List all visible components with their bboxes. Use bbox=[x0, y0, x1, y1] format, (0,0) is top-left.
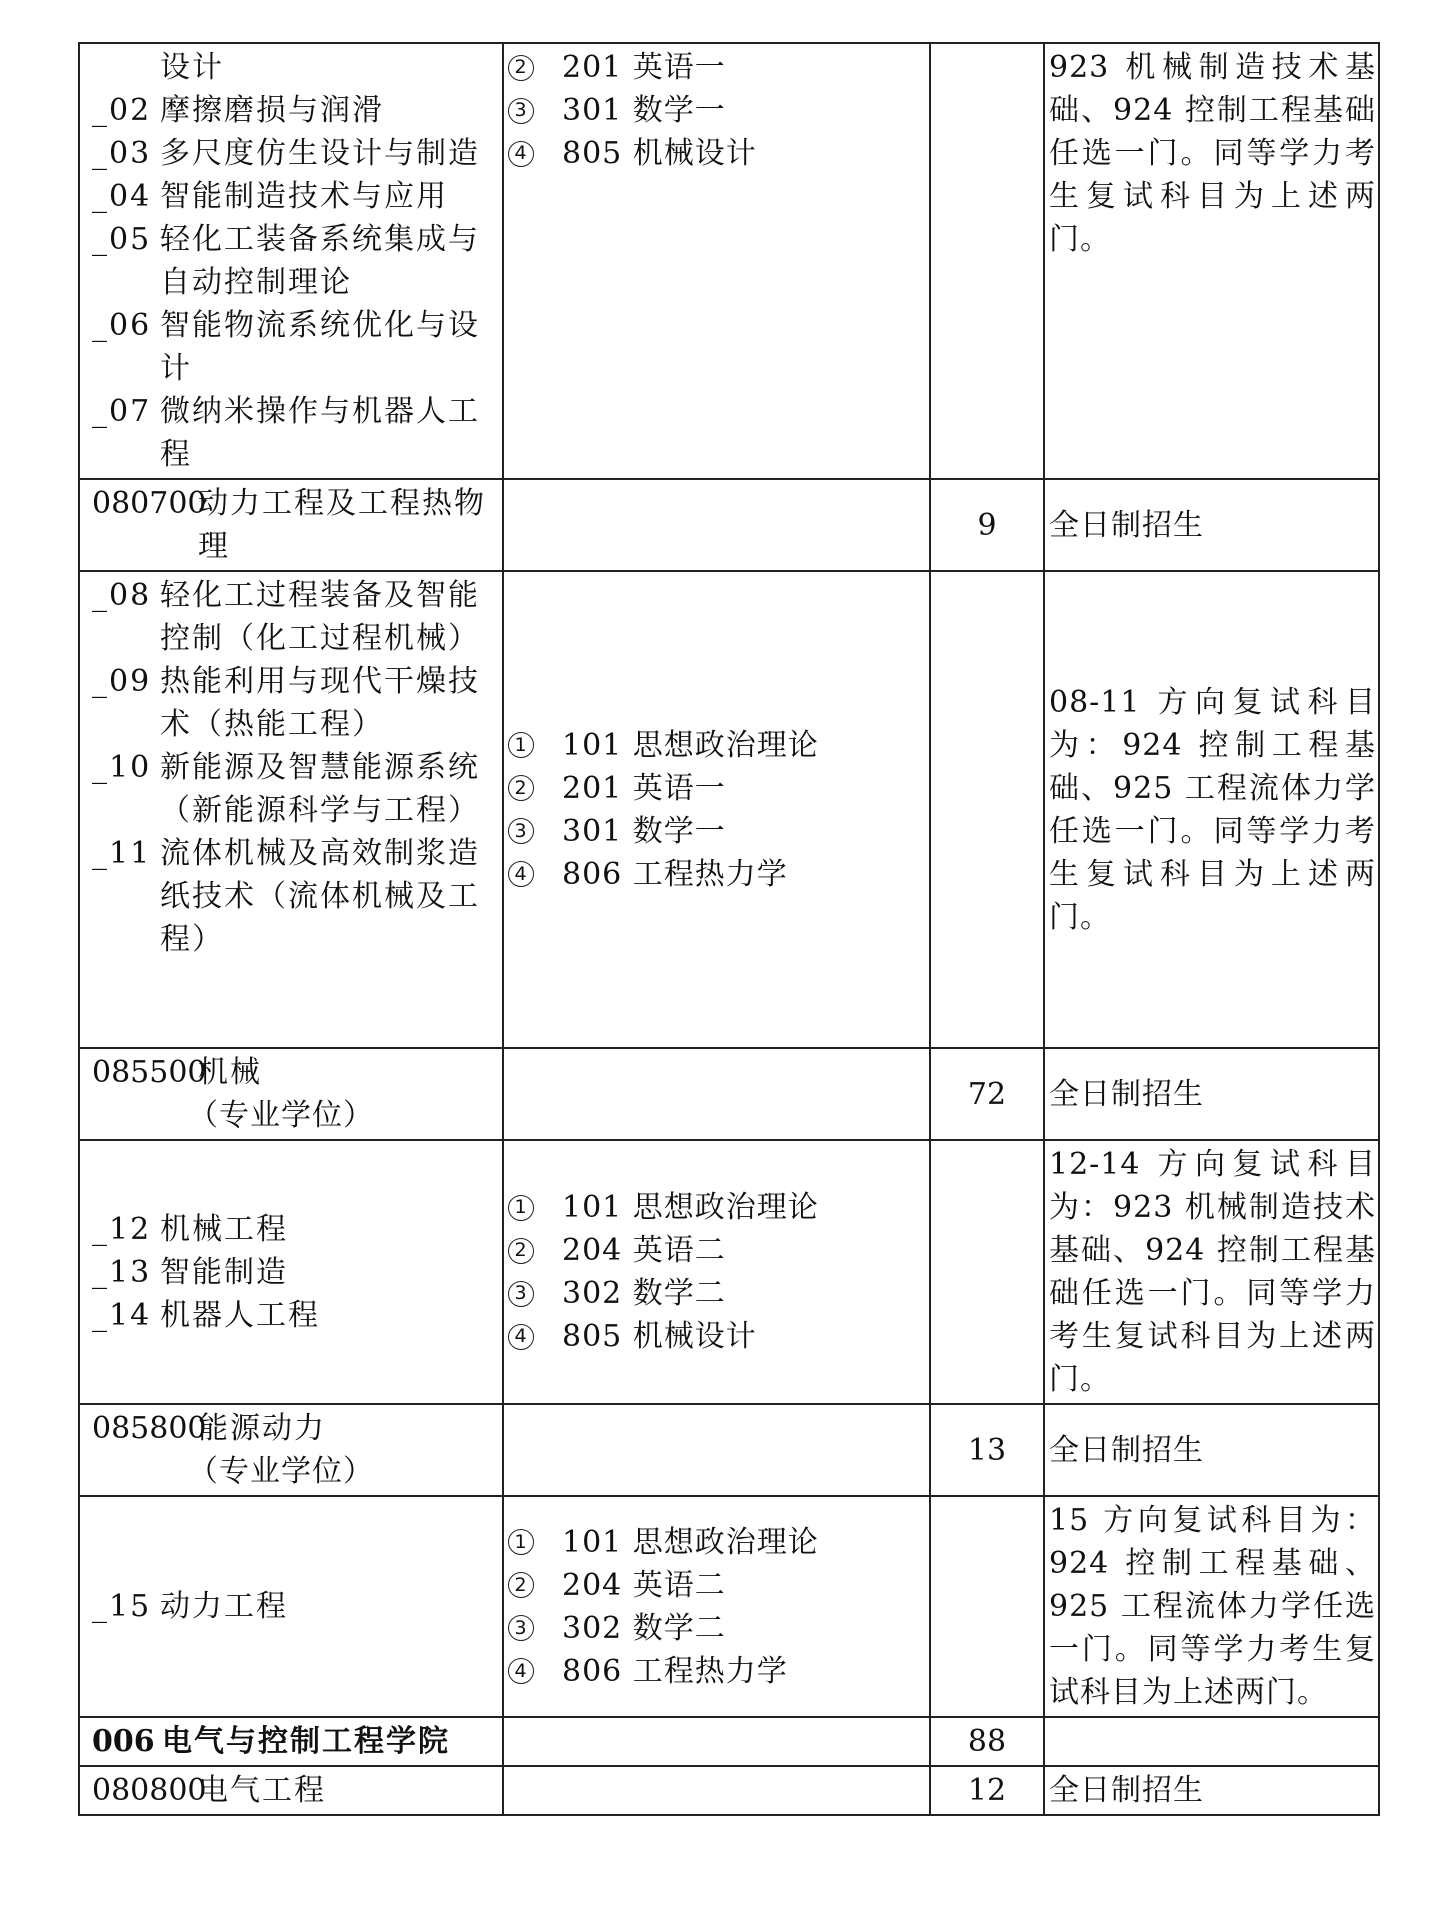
circled-number: 2 bbox=[508, 55, 534, 81]
direction-code: _14 bbox=[92, 1297, 152, 1333]
subject-item bbox=[508, 1229, 923, 1272]
direction-item bbox=[92, 175, 496, 218]
subject-text: 204 英语二 bbox=[562, 1233, 726, 1268]
empty-cell bbox=[930, 1140, 1044, 1404]
direction-name: 智能物流系统优化与设计 bbox=[160, 308, 480, 386]
remarks-cell: 全日制招生 bbox=[1044, 1766, 1379, 1815]
direction-code: _08 bbox=[92, 578, 152, 613]
direction-code: _05 bbox=[92, 222, 152, 257]
remarks-cell: 全日制招生 bbox=[1044, 479, 1379, 571]
circled-number: 2 bbox=[508, 1572, 534, 1598]
major-cell bbox=[79, 1766, 503, 1815]
table-row bbox=[79, 1496, 1379, 1717]
exam-subjects-cell bbox=[503, 1496, 930, 1717]
direction-name: 设计 bbox=[160, 50, 224, 85]
exam-subjects-cell bbox=[503, 1140, 930, 1404]
empty-cell bbox=[503, 1404, 930, 1496]
subject-item bbox=[508, 1521, 923, 1564]
table-row bbox=[79, 571, 1379, 1048]
direction-code: _04 bbox=[92, 179, 152, 214]
direction-item bbox=[92, 832, 496, 961]
direction-item bbox=[92, 218, 496, 304]
subject-item bbox=[508, 1186, 923, 1229]
subject-item bbox=[508, 1607, 923, 1650]
directions-cell bbox=[79, 571, 503, 1048]
direction-item bbox=[92, 746, 496, 832]
major-code: 080800 bbox=[92, 1773, 207, 1808]
direction-name: 机械工程 bbox=[160, 1211, 288, 1247]
direction-item bbox=[92, 574, 496, 660]
circled-number: 4 bbox=[508, 141, 534, 167]
direction-name: 流体机械及高效制浆造纸技术（流体机械及工程） bbox=[160, 836, 480, 957]
direction-code: _09 bbox=[92, 664, 152, 699]
directions-cell bbox=[79, 43, 503, 479]
subject-text: 201 英语一 bbox=[562, 50, 726, 85]
major-code: 085500 bbox=[92, 1055, 207, 1090]
subject-item bbox=[508, 767, 923, 810]
circled-number: 2 bbox=[508, 775, 534, 801]
direction-item bbox=[92, 304, 496, 390]
enrollment-count: 72 bbox=[930, 1048, 1044, 1140]
direction-code: _11 bbox=[92, 836, 152, 871]
major-code: 080700 bbox=[92, 486, 207, 521]
major-item bbox=[92, 1407, 496, 1450]
subject-text: 101 思想政治理论 bbox=[562, 1524, 819, 1560]
subject-item bbox=[508, 132, 923, 175]
remarks-cell: 15 方向复试科目为：924 控制工程基础、925 工程流体力学任选一门。同等学力考生复试科目为上述两门。 bbox=[1044, 1496, 1379, 1717]
circled-number: 4 bbox=[508, 1658, 534, 1684]
subject-text: 301 数学一 bbox=[562, 93, 726, 128]
degree-type: （专业学位） bbox=[188, 1454, 374, 1489]
subject-item bbox=[508, 1564, 923, 1607]
direction-name: 动力工程 bbox=[160, 1589, 288, 1624]
subject-item bbox=[508, 89, 923, 132]
direction-item bbox=[92, 1208, 496, 1251]
subject-item bbox=[508, 1315, 923, 1358]
direction-item bbox=[92, 132, 496, 175]
direction-code: _06 bbox=[92, 308, 152, 343]
circled-number: 3 bbox=[508, 818, 534, 844]
circled-number: 4 bbox=[508, 1324, 534, 1350]
remarks-cell: 全日制招生 bbox=[1044, 1048, 1379, 1140]
major-cell bbox=[79, 479, 503, 571]
empty-cell bbox=[503, 1048, 930, 1140]
direction-code: _07 bbox=[92, 394, 152, 429]
empty-cell bbox=[930, 571, 1044, 1048]
circled-number: 1 bbox=[508, 1529, 534, 1555]
direction-item bbox=[92, 1294, 496, 1337]
circled-number: 4 bbox=[508, 861, 534, 887]
empty-cell bbox=[503, 1766, 930, 1815]
school-item bbox=[92, 1720, 496, 1763]
empty-cell bbox=[503, 479, 930, 571]
exam-subjects-cell bbox=[503, 43, 930, 479]
table-row bbox=[79, 1766, 1379, 1815]
major-name: 电气工程 bbox=[198, 1773, 326, 1808]
major-code: 085800 bbox=[92, 1411, 207, 1446]
subject-item bbox=[508, 1272, 923, 1315]
table-row bbox=[79, 43, 1379, 479]
major-name: 能源动力 bbox=[198, 1411, 326, 1446]
direction-name: 多尺度仿生设计与制造 bbox=[160, 136, 480, 171]
subject-text: 101 思想政治理论 bbox=[562, 1190, 819, 1225]
circled-number: 2 bbox=[508, 1238, 534, 1264]
school-cell bbox=[79, 1717, 503, 1766]
direction-code: _03 bbox=[92, 136, 152, 171]
subject-text: 201 英语一 bbox=[562, 770, 726, 806]
direction-item bbox=[92, 390, 496, 476]
circled-number: 3 bbox=[508, 1281, 534, 1307]
direction-name: 热能利用与现代干燥技术（热能工程） bbox=[160, 664, 480, 742]
direction-name: 摩擦磨损与润滑 bbox=[160, 93, 384, 128]
circled-number: 3 bbox=[508, 98, 534, 124]
direction-name: 轻化工过程装备及智能控制（化工过程机械） bbox=[160, 578, 480, 656]
exam-subjects-cell bbox=[503, 571, 930, 1048]
empty-cell bbox=[930, 1496, 1044, 1717]
direction-item bbox=[92, 660, 496, 746]
empty-cell bbox=[503, 1717, 930, 1766]
school-code: 006 bbox=[92, 1724, 155, 1759]
remarks-cell: 08-11 方向复试科目为：924 控制工程基础、925 工程流体力学任选一门。同等学力考生复试科目为上述两门。 bbox=[1044, 571, 1379, 1048]
subject-text: 101 思想政治理论 bbox=[562, 727, 819, 763]
school-name: 电气与控制工程学院 bbox=[162, 1724, 450, 1759]
subject-text: 301 数学一 bbox=[562, 813, 726, 849]
subject-item bbox=[508, 853, 923, 896]
remarks-cell: 923 机械制造技术基础、924 控制工程基础任选一门。同等学力考生复试科目为上述两门。 bbox=[1044, 43, 1379, 479]
major-item bbox=[92, 1051, 496, 1094]
table-row bbox=[79, 1048, 1379, 1140]
enrollment-count bbox=[930, 43, 1044, 479]
direction-name: 新能源及智慧能源系统（新能源科学与工程） bbox=[160, 750, 480, 828]
major-name: 机械 bbox=[198, 1055, 262, 1090]
direction-name: 智能制造技术与应用 bbox=[160, 179, 448, 214]
direction-name: 轻化工装备系统集成与自动控制理论 bbox=[160, 222, 480, 300]
direction-code: _13 bbox=[92, 1254, 152, 1290]
subject-item bbox=[508, 724, 923, 767]
remarks-cell: 全日制招生 bbox=[1044, 1404, 1379, 1496]
circled-number: 1 bbox=[508, 1195, 534, 1221]
remarks-cell: 12-14 方向复试科目为：923 机械制造技术基础、924 控制工程基础任选一门。同等学力考生复试科目为上述两门。 bbox=[1044, 1140, 1379, 1404]
direction-item bbox=[92, 1585, 496, 1628]
direction-code: _12 bbox=[92, 1211, 152, 1247]
table-row bbox=[79, 1717, 1379, 1766]
subject-text: 302 数学二 bbox=[562, 1276, 726, 1311]
major-item bbox=[92, 1769, 496, 1812]
major-item bbox=[92, 482, 496, 568]
table-row bbox=[79, 1140, 1379, 1404]
major-cell bbox=[79, 1404, 503, 1496]
subject-text: 805 机械设计 bbox=[562, 136, 757, 171]
subject-text: 805 机械设计 bbox=[562, 1319, 757, 1354]
direction-code: _15 bbox=[92, 1589, 152, 1624]
subject-text: 302 数学二 bbox=[562, 1610, 726, 1646]
direction-name: 智能制造 bbox=[160, 1254, 288, 1290]
circled-number: 1 bbox=[508, 732, 534, 758]
admissions-catalog-table bbox=[78, 42, 1380, 1816]
direction-code: _10 bbox=[92, 750, 152, 785]
table-row bbox=[79, 479, 1379, 571]
directions-cell bbox=[79, 1496, 503, 1717]
major-name: 动力工程及工程热物理 bbox=[198, 486, 486, 564]
direction-code: _02 bbox=[92, 93, 152, 128]
direction-name: 机器人工程 bbox=[160, 1297, 320, 1333]
direction-item bbox=[92, 89, 496, 132]
table-row bbox=[79, 1404, 1379, 1496]
enrollment-count: 12 bbox=[930, 1766, 1044, 1815]
subject-text: 806 工程热力学 bbox=[562, 856, 788, 892]
major-cell bbox=[79, 1048, 503, 1140]
circled-number: 3 bbox=[508, 1615, 534, 1641]
subject-text: 204 英语二 bbox=[562, 1567, 726, 1603]
degree-type: （专业学位） bbox=[188, 1098, 374, 1133]
subject-item bbox=[508, 1650, 923, 1693]
direction-item bbox=[92, 1251, 496, 1294]
direction-name: 微纳米操作与机器人工程 bbox=[160, 394, 480, 472]
subject-item bbox=[508, 810, 923, 853]
subject-text: 806 工程热力学 bbox=[562, 1653, 788, 1689]
enrollment-count: 9 bbox=[930, 479, 1044, 571]
empty-cell bbox=[1044, 1717, 1379, 1766]
subject-item bbox=[508, 46, 923, 89]
directions-cell bbox=[79, 1140, 503, 1404]
enrollment-count: 88 bbox=[930, 1717, 1044, 1766]
enrollment-count: 13 bbox=[930, 1404, 1044, 1496]
